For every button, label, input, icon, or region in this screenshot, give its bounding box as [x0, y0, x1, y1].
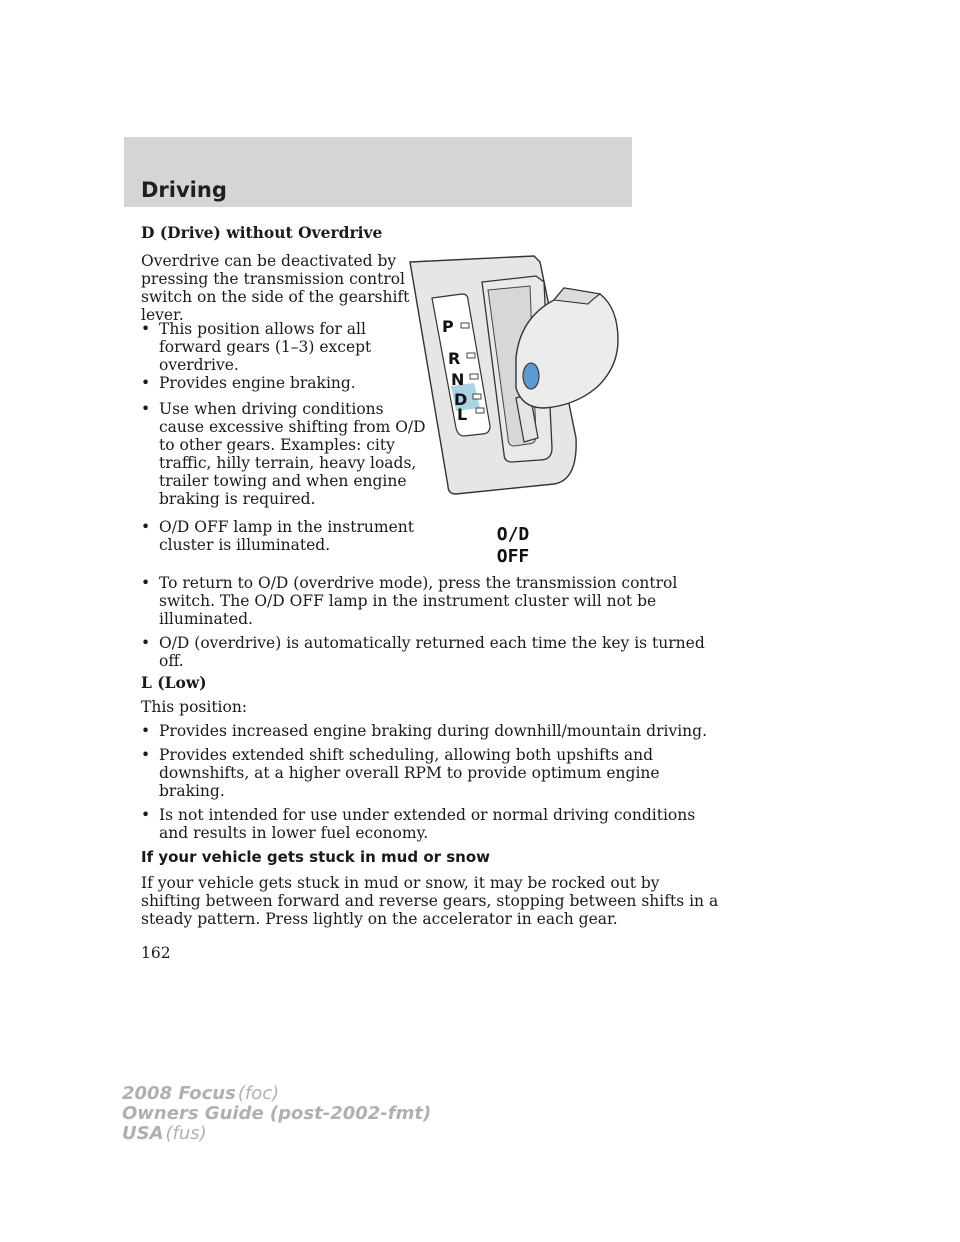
footer-line-2: Owners Guide (post-2002-fmt) [122, 1103, 432, 1124]
n-indicator [470, 374, 478, 379]
drive-bullet-2-line-1: Provides engine braking. [159, 374, 356, 392]
od-switch-button [523, 363, 539, 389]
gear-letter-n: N [451, 370, 465, 389]
stuck-line-2: shifting between forward and reverse gears, stopping between shifts in a [141, 892, 719, 910]
section-title: Driving [141, 178, 227, 202]
drive-bullet-3-line-6: braking is required. [159, 490, 316, 508]
drive-bullet-4-line-2: cluster is illuminated. [159, 536, 331, 554]
drive-bullet-1-line-1: This position allows for all [159, 320, 366, 338]
gear-letter-r: R [448, 349, 461, 368]
bullet-dot: • [141, 574, 151, 592]
footer-model-code: (foc) [237, 1083, 280, 1104]
low-bullet-2-line-3: braking. [159, 782, 225, 800]
bullet-dot: • [141, 518, 151, 536]
drive-bullet-3-line-3: to other gears. Examples: city [159, 436, 395, 454]
stuck-line-1: If your vehicle gets stuck in mud or snow, it may be rocked out by [141, 874, 660, 892]
bullet-dot: • [141, 722, 151, 740]
gearshift-illustration [404, 248, 624, 498]
bullet-dot: • [141, 746, 151, 764]
l-indicator [476, 408, 484, 413]
bullet-dot: • [141, 320, 151, 338]
drive-intro-line-1: Overdrive can be deactivated by [141, 252, 397, 270]
bullet-dot: • [141, 806, 151, 824]
drive-bullet-3-line-2: cause excessive shifting from O/D [159, 418, 426, 436]
page-number: 162 [141, 944, 171, 962]
r-indicator [467, 353, 475, 358]
drive-bullet-6-line-1: O/D (overdrive) is automatically returned each time the key is turned [159, 634, 705, 652]
bullet-dot: • [141, 634, 151, 652]
stuck-line-3: steady pattern. Press lightly on the accelerator in each gear. [141, 910, 618, 928]
gear-letter-d: D [454, 390, 468, 409]
low-bullet-1-line-1: Provides increased engine braking during downhill/mountain driving. [159, 722, 708, 740]
low-bullet-3-line-2: and results in lower fuel economy. [159, 824, 429, 842]
footer-market: USA [122, 1123, 164, 1144]
drive-bullet-5-line-1: To return to O/D (overdrive mode), press the transmission control [159, 574, 678, 592]
gear-letter-l: L [457, 405, 468, 424]
bullet-dot: • [141, 400, 151, 418]
drive-bullet-1-line-3: overdrive. [159, 356, 239, 374]
d-indicator [473, 394, 481, 399]
drive-intro-line-4: lever. [141, 306, 184, 324]
drive-bullet-3-line-1: Use when driving conditions [159, 400, 384, 418]
low-bullet-2-line-1: Provides extended shift scheduling, allowing both upshifts and [159, 746, 653, 764]
low-bullet-2-line-2: downshifts, at a higher overall RPM to provide optimum engine [159, 764, 660, 782]
stuck-heading: If your vehicle gets stuck in mud or snow [141, 848, 491, 866]
drive-bullet-3-line-4: traffic, hilly terrain, heavy loads, [159, 454, 417, 472]
od-lamp-line-1: O/D [496, 524, 530, 545]
od-off-lamp [478, 524, 548, 568]
drive-heading: D (Drive) without Overdrive [141, 223, 383, 242]
drive-bullet-5-line-3: illuminated. [159, 610, 253, 628]
low-heading: L (Low) [141, 673, 207, 692]
low-intro: This position: [141, 698, 248, 716]
bullet-dot: • [141, 374, 151, 392]
p-indicator [461, 323, 469, 328]
low-bullet-3-line-1: Is not intended for use under extended or normal driving conditions [159, 806, 696, 824]
drive-bullet-3-line-5: trailer towing and when engine [159, 472, 407, 490]
footer-model: 2008 Focus [122, 1083, 236, 1104]
drive-bullet-5-line-2: switch. The O/D OFF lamp in the instrument cluster will not be [159, 592, 657, 610]
drive-intro-line-3: switch on the side of the gearshift [141, 288, 410, 306]
od-lamp-line-2: OFF [496, 546, 530, 567]
drive-bullet-4-line-1: O/D OFF lamp in the instrument [159, 518, 414, 536]
drive-intro-line-2: pressing the transmission control [141, 270, 406, 288]
gear-letter-p: P [442, 317, 454, 336]
footer-line-3 [122, 1124, 207, 1144]
drive-bullet-6-line-2: off. [159, 652, 184, 670]
footer-market-code: (fus) [165, 1123, 207, 1144]
footer-line-1 [122, 1084, 279, 1104]
drive-bullet-1-line-2: forward gears (1–3) except [159, 338, 372, 356]
